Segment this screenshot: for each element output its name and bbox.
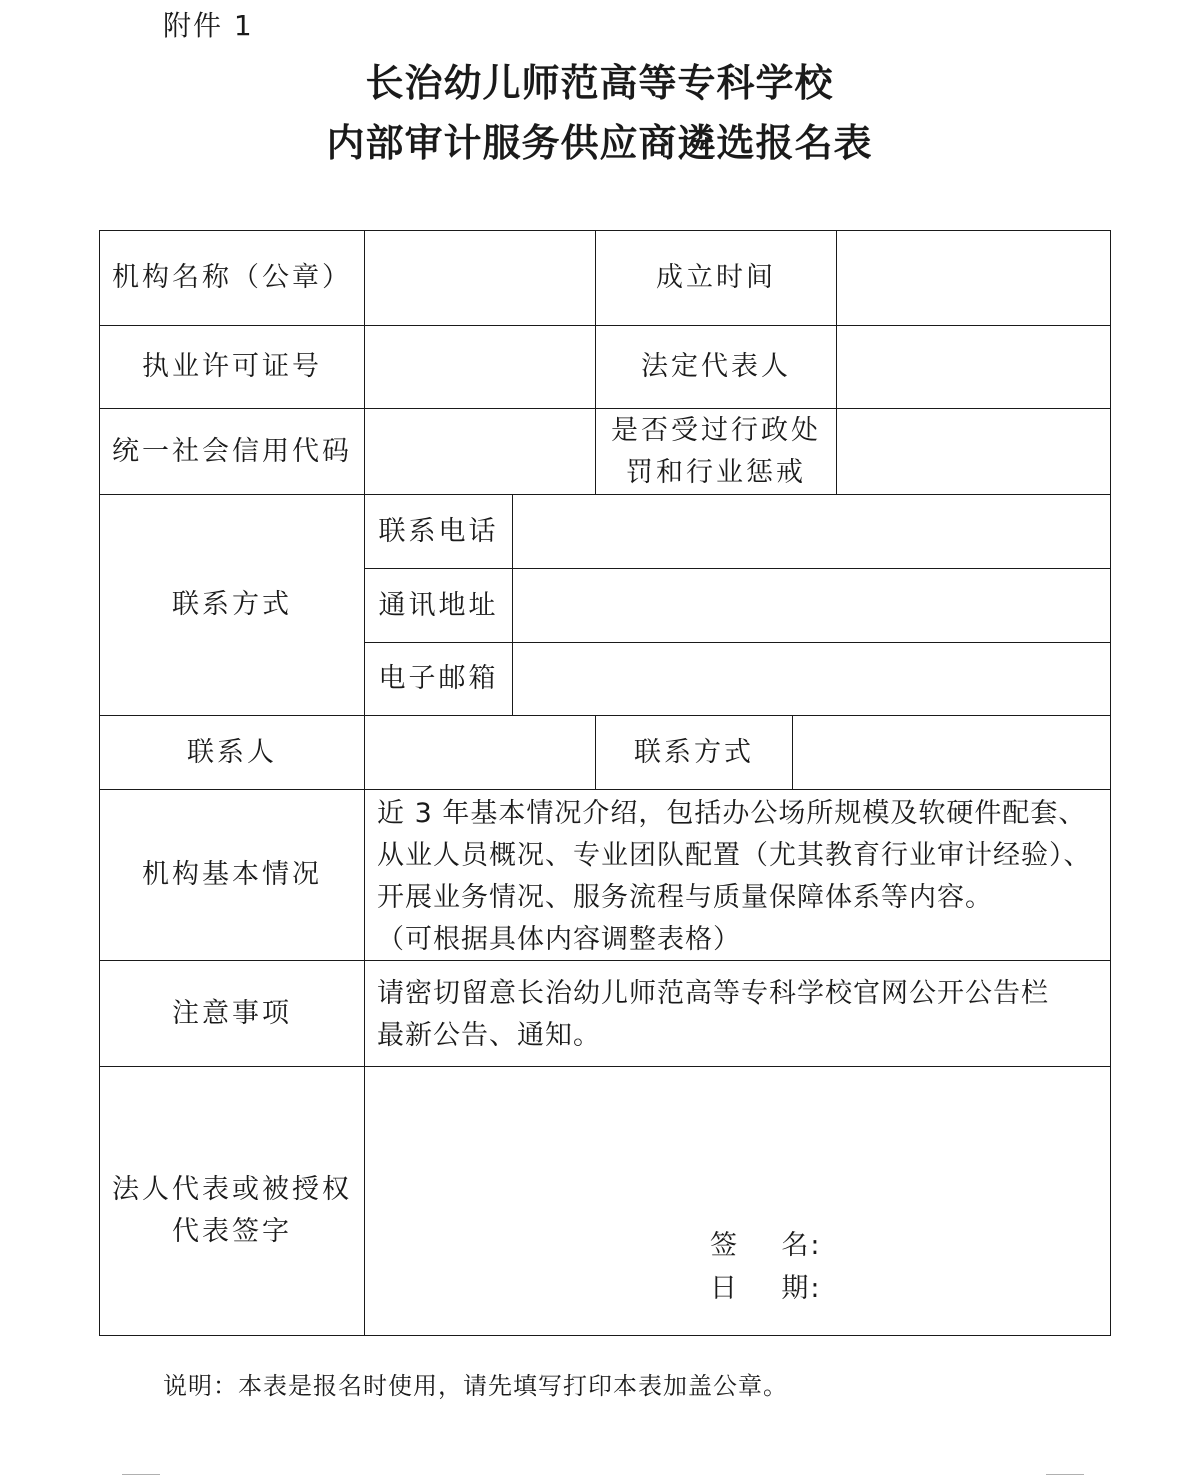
email-label: 电子邮箱 <box>378 663 499 694</box>
founded-label: 成立时间 <box>656 262 776 293</box>
founded-field[interactable] <box>837 231 1110 325</box>
org-info-text <box>377 793 1102 961</box>
contact-method-label-2: 联系方式 <box>634 736 754 768</box>
email-field[interactable] <box>513 643 1110 715</box>
org-info-line: （可根据具体内容调整表格） <box>377 924 741 955</box>
penalty-label <box>596 409 836 494</box>
page-edge-mark <box>122 1474 160 1475</box>
credit-code-field[interactable] <box>365 409 595 494</box>
penalty-label-line1: 是否受过行政处 <box>611 414 821 446</box>
signature-label <box>100 1067 364 1335</box>
usage-note: 说明：本表是报名时使用，请先填写打印本表加盖公章。 <box>163 1372 788 1400</box>
org-name-field[interactable] <box>365 231 595 325</box>
form-title-line2: 内部审计服务供应商遴选报名表 <box>326 120 873 165</box>
legal-rep-label: 法定代表人 <box>641 351 791 382</box>
org-name-label: 机构名称（公章） <box>112 262 352 293</box>
form-title-line1: 长治幼儿师范高等专科学校 <box>365 60 834 105</box>
signature-label-line2: 代表签字 <box>172 1216 292 1247</box>
penalty-label-line2: 罚和行业惩戒 <box>626 456 806 488</box>
notice-label: 注意事项 <box>172 997 292 1029</box>
org-info-line: 从业人员概况、专业团队配置（尤其教育行业审计经验）、 <box>377 840 1092 871</box>
notice-line: 请密切留意长治幼儿师范高等专科学校官网公开公告栏 <box>377 978 1049 1009</box>
page-edge-mark <box>1046 1474 1084 1475</box>
sign-name-label: 签 名: <box>710 1230 822 1261</box>
registration-form-table <box>99 230 1111 1336</box>
signature-label-line1: 法人代表或被授权 <box>112 1174 352 1205</box>
legal-rep-field[interactable] <box>837 326 1110 408</box>
license-field[interactable] <box>365 326 595 408</box>
annex-label: 附件 1 <box>163 9 254 42</box>
contact-method-label: 联系方式 <box>172 589 292 620</box>
phone-label: 联系电话 <box>378 515 499 547</box>
notice-line: 最新公告、通知。 <box>377 1020 601 1051</box>
org-info-line: 开展业务情况、服务流程与质量保障体系等内容。 <box>377 882 993 913</box>
contact-person-field[interactable] <box>365 716 595 789</box>
license-label: 执业许可证号 <box>142 351 322 382</box>
org-info-label: 机构基本情况 <box>142 859 322 890</box>
notice-text <box>377 973 1102 1057</box>
address-field[interactable] <box>513 569 1110 642</box>
org-info-line: 近 3 年基本情况介绍，包括办公场所规模及软硬件配套、 <box>377 798 1087 829</box>
sign-date-label: 日 期: <box>710 1273 822 1304</box>
credit-code-label: 统一社会信用代码 <box>112 435 352 467</box>
contact-person-label: 联系人 <box>187 736 277 768</box>
address-label: 通讯地址 <box>378 589 499 621</box>
phone-field[interactable] <box>513 495 1110 568</box>
contact-method-field-2[interactable] <box>793 716 1110 789</box>
penalty-field[interactable] <box>837 409 1110 494</box>
